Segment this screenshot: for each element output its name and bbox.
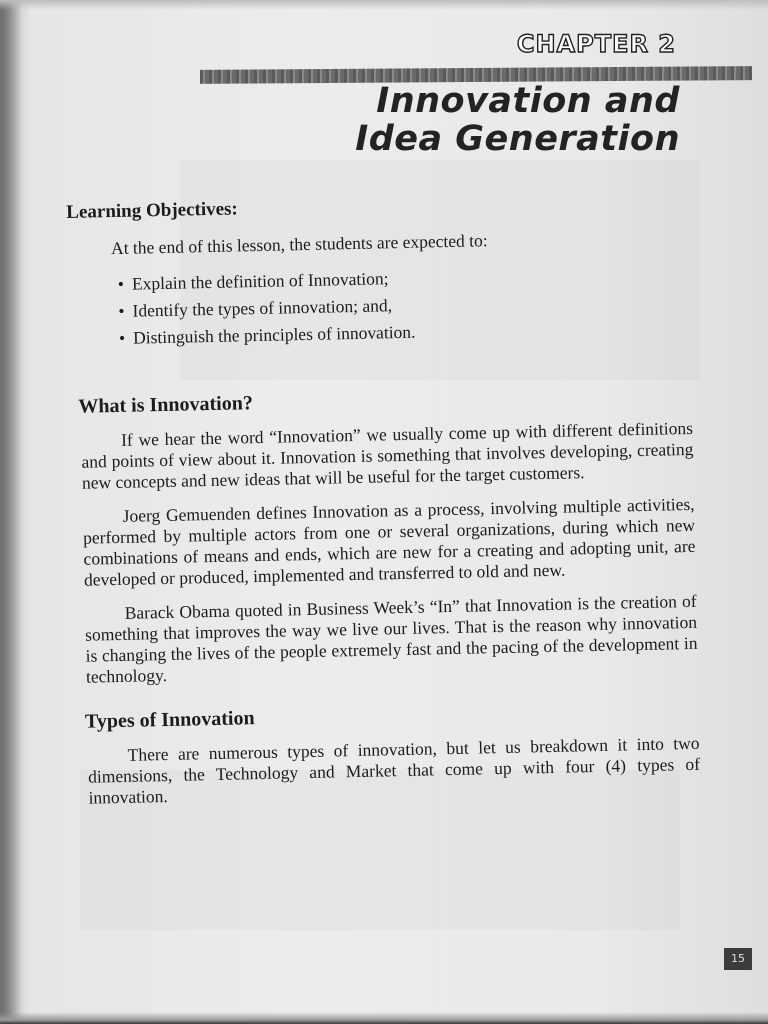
objectives-intro: At the end of this lesson, the students are expected to: (110, 230, 488, 259)
top-edge (0, 0, 768, 10)
paragraph: Joerg Gemuenden defines Innovation as a process, involving multiple activities, performed by multiple actors from one or several organizations, during which new combinations of means and ends, which are new for a creating and adopting unit, are developed or produced, implemented and transferred to old and new. (82, 493, 696, 590)
paragraph: If we hear the word “Innovation” we usually come up with different definitions and points of view about it. Innovation is something that involves developing, creating new concepts and new ideas that will be useful for the target customers. (81, 417, 694, 493)
objective-item: • Explain the definition of Innovation; (118, 259, 708, 298)
paragraph: Barack Obama quoted in Business Week’s “In” that Innovation is the creation of something that improves the way we live our lives. That is the reason why innovation is changing the lives of the people extremely fast and the pacing of the development in technology. (84, 590, 698, 687)
learning-objectives-heading: Learning Objectives: (66, 198, 239, 223)
chapter-title (355, 82, 680, 158)
what-is-innovation-heading: What is Innovation? (78, 392, 254, 418)
objectives-list (118, 259, 710, 352)
chapter-title-line-1: Innovation and (376, 81, 680, 121)
paragraph: There are numerous types of innovation, but let us breakdown it into two dimensions, the Technology and Market that come up with four (4) types of innovation. (87, 732, 701, 808)
objective-item: • Identify the types of innovation; and, (118, 286, 708, 325)
bottom-edge (0, 1012, 768, 1024)
chapter-label: CHAPTER 2 (516, 30, 676, 58)
chapter-title-line-2: Idea Generation (355, 119, 680, 159)
types-of-innovation-heading: Types of Innovation (84, 707, 255, 733)
objective-item: • Distinguish the principles of innovation. (119, 313, 709, 352)
page-number: 15 (724, 948, 752, 970)
page-content (66, 185, 719, 822)
spine-shadow (0, 0, 22, 1024)
